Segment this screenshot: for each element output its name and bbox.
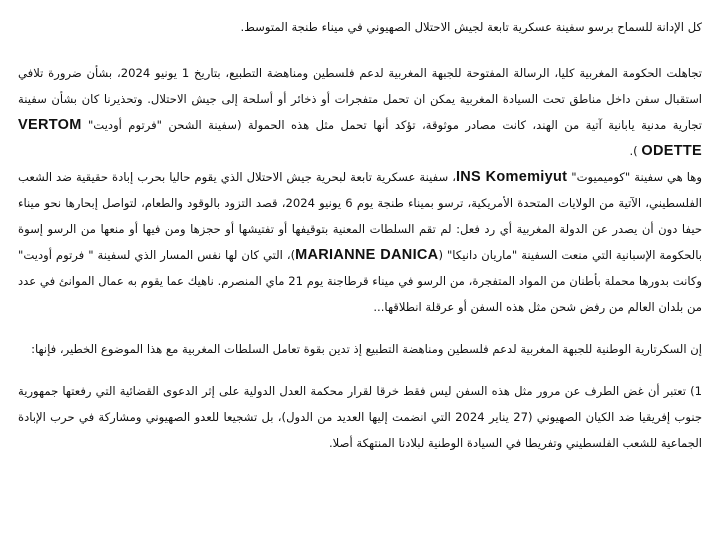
ship-name-vertom-odette: VERTOM ODETTE: [18, 117, 702, 159]
paragraph-spacer: [18, 320, 702, 336]
paragraph-government-ignored-letter: [18, 60, 702, 164]
paragraph-spacer: [18, 362, 702, 378]
paragraph-point-1: 1) تعتبر أن غض الطرف عن مرور مثل هذه السفن ليس فقط خرقا لقرار محكمة العدل الدولية على إثر الدعوى القضائية التي رفعتها جمهورية جنوب إفريقيا ضد الكيان الصهيوني (27 يناير 2024 التي انضمت إليها العديد من الدول)، بل تشجيعا للعدو الصهيوني ومشاركة في حرب الإبادة الجماعية للشعب الفلسطيني وتفريطا في السيادة الوطنية لبلادنا المنتهكة أصلا.: [18, 384, 702, 450]
paragraph-text-part-2: ، سفينة عسكرية تابعة لبحرية جيش الاحتلال الذي يقوم حاليا بحرب إبادة حقيقية ضد الشعب الفلسطيني، الآتية من الولايات المتحدة الأمريكية، ترسو بميناء طنجة يوم 6 يونيو 2024، قصد التزود بالوقود والطعام، لتواصل إبحارها نحو ميناء حيفا دون أن يصدر عن الدولة المغربية أي رد فعل: لم تقم السلطات المعنية بتوقيفها أو تفتيشها أو حجزها ومن فيها أو منعها من الرسو إسوة بالحكومة الإسبانية التي منعت السفينة "ماريان دانيكا" (: [18, 170, 702, 262]
paragraph-text: تجاهلت الحكومة المغربية كليا، الرسالة المفتوحة للجبهة المغربية لدعم فلسطين ومناهضة التطبيع، بتاريخ 1 يونيو 2024، بشأن ضرورة تلافي استقبال سفن داخل مناطق تحت السيادة المغربية يمكن ان تحمل متفجرات أو ذخائر أو أسلحة إلى جيش الاحتلال. وتحذيرنا كان بشأن سفينة تجارية مدنية يابانية آتية من الهند، كانت مصادر موثوقة، تؤكد أنها تحمل مثل هذه الحمولة (سفينة الشحن "فرتوم أوديت": [18, 66, 702, 132]
paragraph-text-part-1: وها هي سفينة "كوميميوت": [567, 170, 703, 184]
ship-name-marianne-danica: MARIANNE DANICA: [295, 247, 439, 263]
paragraph-spacer: [18, 40, 702, 60]
paragraph-text-part-3: )، التي كان لها نفس المسار الذي لسفينة " فرتوم أوديت" وكانت بدورها محملة بأطنان من المواد المتفجرة، من الرسو في ميناء قرطاجنة يوم 21 ماي المنصرم. ناهيك عما يقوم به عمال الموانئ في عدد من بلدان العالم من رفض شحن مثل هذه السفن أو عرقلة انطلاقها...: [18, 248, 703, 314]
paragraph-text-end: ).: [629, 144, 642, 158]
intro-paragraph: كل الإدانة للسماح برسو سفينة عسكرية تابعة لجيش الاحتلال الصهيوني في ميناء طنجة المتوسط.: [240, 20, 702, 34]
paragraph-secretariat-statement: إن السكرتارية الوطنية للجبهة المغربية لدعم فلسطين ومناهضة التطبيع إذ تدين بقوة تعامل السلطات المغربية مع هذا الموضوع الخطير، فإنها:: [31, 342, 702, 356]
ship-name-ins-komemiyut: INS Komemiyut: [455, 169, 568, 185]
paragraph-komemiyut-ship: [18, 164, 702, 320]
